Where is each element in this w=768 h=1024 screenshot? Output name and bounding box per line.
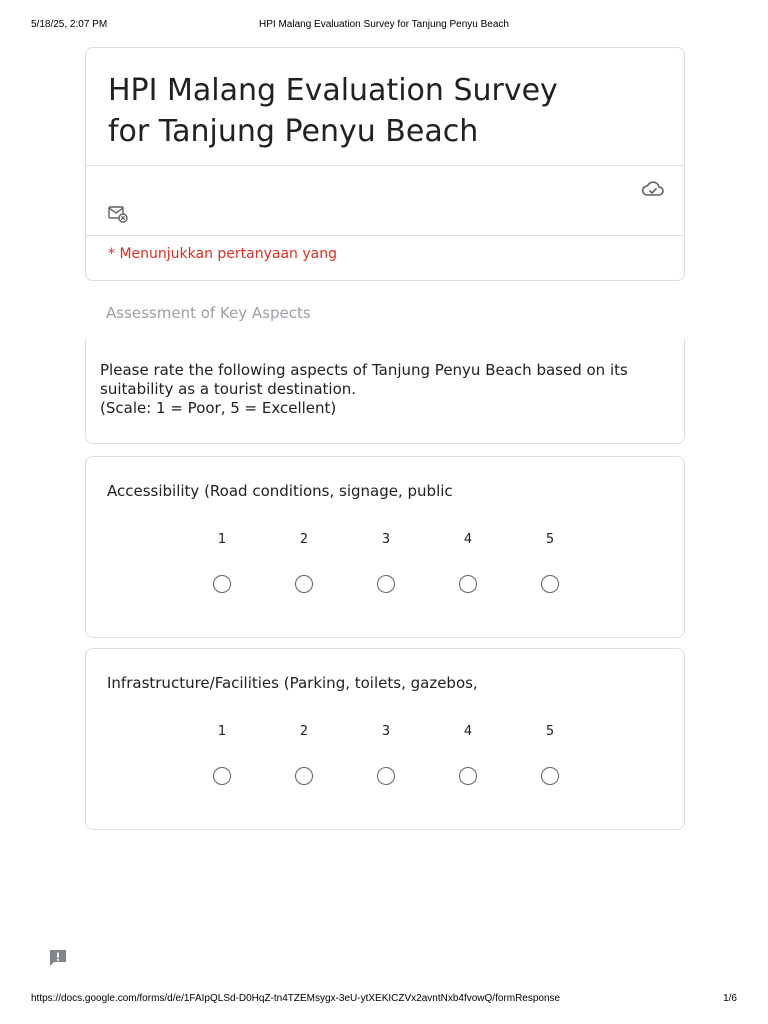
- question-title: Infrastructure/Facilities (Parking, toilets, gazebos,: [107, 674, 478, 692]
- linear-scale: [86, 649, 684, 829]
- mail-icon: [108, 205, 128, 223]
- section-description-card: [85, 339, 685, 444]
- print-page-number: 1/6: [723, 993, 737, 1004]
- radio-option-2[interactable]: [295, 575, 313, 593]
- account-email-clipped: [136, 198, 436, 220]
- scale-label: 5: [545, 532, 555, 547]
- radio-option-4[interactable]: [459, 767, 477, 785]
- scale-label: 5: [545, 724, 555, 739]
- form-header-card: [85, 47, 685, 281]
- radio-option-1[interactable]: [213, 575, 231, 593]
- radio-option-3[interactable]: [377, 767, 395, 785]
- print-footer: [31, 993, 737, 1007]
- divider: [86, 235, 684, 236]
- scale-label: 2: [299, 724, 309, 739]
- scale-label: 2: [299, 532, 309, 547]
- section-description: Please rate the following aspects of Tanjung Penyu Beach based on its suitability as a tourist destination. (Scale: 1 = Poor, 5 = Excellent): [100, 361, 628, 417]
- radio-option-3[interactable]: [377, 575, 395, 593]
- question-title: Accessibility (Road conditions, signage, public: [107, 482, 453, 500]
- scale-label: 4: [463, 724, 473, 739]
- radio-option-2[interactable]: [295, 767, 313, 785]
- scale-label: 4: [463, 532, 473, 547]
- question-card: [85, 456, 685, 638]
- linear-scale: [86, 457, 684, 637]
- divider: [86, 165, 684, 166]
- radio-option-5[interactable]: [541, 575, 559, 593]
- print-url: https://docs.google.com/forms/d/e/1FAIpQLSd-D0HqZ-tn4TZEMsygx-3eU-ytXEKICZVx2avntNxb4fvowQ/formResponse: [31, 993, 561, 1004]
- print-doc-title: HPI Malang Evaluation Survey for Tanjung Penyu Beach: [259, 19, 509, 30]
- form-title: HPI Malang Evaluation Survey for Tanjung Penyu Beach: [108, 73, 558, 149]
- print-header: [31, 19, 737, 33]
- radio-option-5[interactable]: [541, 767, 559, 785]
- print-datetime: 5/18/25, 2:07 PM: [31, 19, 108, 30]
- required-note: * Menunjukkan pertanyaan yang: [108, 246, 337, 262]
- cloud-check-icon: [641, 179, 665, 199]
- section-title: Assessment of Key Aspects: [106, 304, 311, 322]
- account-email-text: [136, 210, 140, 220]
- scale-label: 1: [217, 532, 227, 547]
- scale-label: 3: [381, 724, 391, 739]
- radio-option-4[interactable]: [459, 575, 477, 593]
- feedback-icon[interactable]: [48, 948, 68, 968]
- scale-label: 1: [217, 724, 227, 739]
- question-card: [85, 648, 685, 830]
- scale-label: 3: [381, 532, 391, 547]
- radio-option-1[interactable]: [213, 767, 231, 785]
